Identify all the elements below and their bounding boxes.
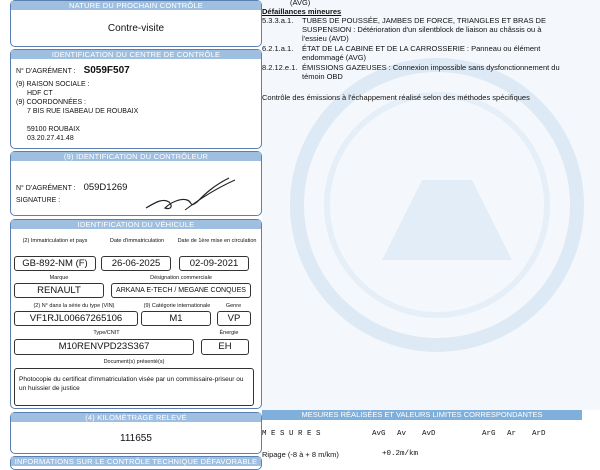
km-value: 111655 [120,433,152,444]
km-box [10,412,262,454]
centre-raison-value: HDF CT [27,90,53,97]
centre-coord-label: (9) COORDONNÉES : [16,99,87,106]
infos-box [10,456,262,470]
controleur-agrement-label: N° D'AGRÉMENT : [16,185,76,192]
date-immat-label: Date d'immatriculation [109,238,165,244]
designation-field: ARKANA E-TECH / MEGANE CONQUES [111,283,251,298]
genre-field: VP [217,311,251,326]
designation-label: Désignation commerciale [150,275,212,281]
centre-raison-label: (9) RAISON SOCIALE : [16,81,90,88]
defaillance-text: TUBES DE POUSSÉE, JAMBES DE FORCE, TRIANGLES ET BRAS DE SUSPENSION : Détérioration d'un silentblock de liaison au châssis ou à l'essieu (AVD) [302,16,546,43]
vehicule-header: IDENTIFICATION DU VÉHICULE [11,220,261,229]
energie-field: EH [201,339,249,355]
date-first-label: Date de 1ère mise en circulation [177,238,257,244]
mesures-section [262,410,600,470]
categorie-label: (9) Catégorie internationale [143,303,211,309]
immat-label: (2) Immatriculation et pays [22,238,88,244]
mesures-col-ar: Ar [507,430,517,438]
controleur-signature-label: SIGNATURE : [16,197,61,204]
type-label: Type/CNIT [93,330,120,336]
defaillances-top: (AVG) [290,0,311,7]
centre-address2: 59100 ROUBAIX [27,126,80,133]
infos-header: INFORMATIONS SUR LE CONTRÔLE TECHNIQUE DÉFAVORABLE [11,457,261,466]
controleur-header: (9) IDENTIFICATION DU CONTRÔLEUR [11,152,261,161]
controleur-agrement-value: 059D1269 [83,182,128,193]
mesures-col-avd: AvD [422,430,436,438]
next-control-box [10,0,262,47]
centre-address1: 7 BIS RUE ISABEAU DE ROUBAIX [27,108,139,115]
defaillance-text: ÉTAT DE LA CABINE ET DE LA CARROSSERIE : Panneau ou élément endommagé (AVG) [302,44,541,62]
type-field: M10RENVPD23S367 [14,339,194,355]
defaillance-code: 5.3.3.a.1. [262,16,294,25]
centre-agrement-label: N° D'AGRÉMENT : [16,68,76,75]
defaillance-text: ÉMISSIONS GAZEUSES : Connexion impossible sans dysfonctionnement du témoin OBD [302,63,560,81]
immat-field: GB-892-NM (F) [14,256,96,271]
genre-label: Genre [225,303,242,309]
ripage-value: +0.2m/km [382,450,419,458]
marque-field: RENAULT [14,283,104,298]
emissions-note: Contrôle des émissions à l'échappement réalisé selon des méthodes spécifiques [262,93,530,102]
next-control-header: NATURE DU PROCHAIN CONTRÔLE [11,1,261,10]
defaillance-item [262,63,572,81]
centre-header: IDENTIFICATION DU CENTRE DE CONTRÔLE [11,50,261,59]
ripage-label: Ripage (-8 à + 8 m/km) [262,450,339,459]
centre-box [10,49,262,149]
centre-phone: 03.20.27.41.48 [27,135,74,142]
docs-label: Document(s) présenté(s) [103,359,165,365]
marque-label: Marque [49,275,69,281]
mesures-col-avg: AvG [372,430,386,438]
vehicule-box [10,219,262,409]
signature-image [141,168,241,216]
defaillance-item [262,44,562,62]
defaillance-code: 8.2.12.e.1. [262,63,298,72]
defaillance-code: 6.2.1.a.1. [262,44,294,53]
date-immat-field: 26-06-2025 [101,256,171,271]
defaillance-item [262,16,562,43]
date-first-field: 02-09-2021 [179,256,249,271]
centre-agrement-value: S059F507 [83,65,130,76]
controleur-box [10,151,262,216]
mesures-col-ard: ArD [532,430,546,438]
km-header: (4) KILOMÉTRAGE RELEVÉ [11,413,261,422]
right-column [262,0,600,470]
mesures-col-av: Av [397,430,407,438]
vin-field: VF1RJL00667265106 [14,311,138,326]
docs-field: Photocopie du certificat d'immatriculation visée par un commissaire-priseur ou un huissier de justice [14,368,254,406]
next-control-value: Contre-visite [107,23,165,34]
vin-label: (2) N° dans la série du type (VIN) [33,303,115,309]
mesures-col-title: M E S U R E S [262,430,321,438]
energie-label: Énergie [219,330,239,336]
categorie-field: M1 [141,311,211,326]
mesures-header: MESURES RÉALISÉES ET VALEURS LIMITES CORRESPONDANTES [262,410,582,420]
mesures-col-arg: ArG [482,430,496,438]
defaillances-title: Défaillances mineures [262,7,342,16]
